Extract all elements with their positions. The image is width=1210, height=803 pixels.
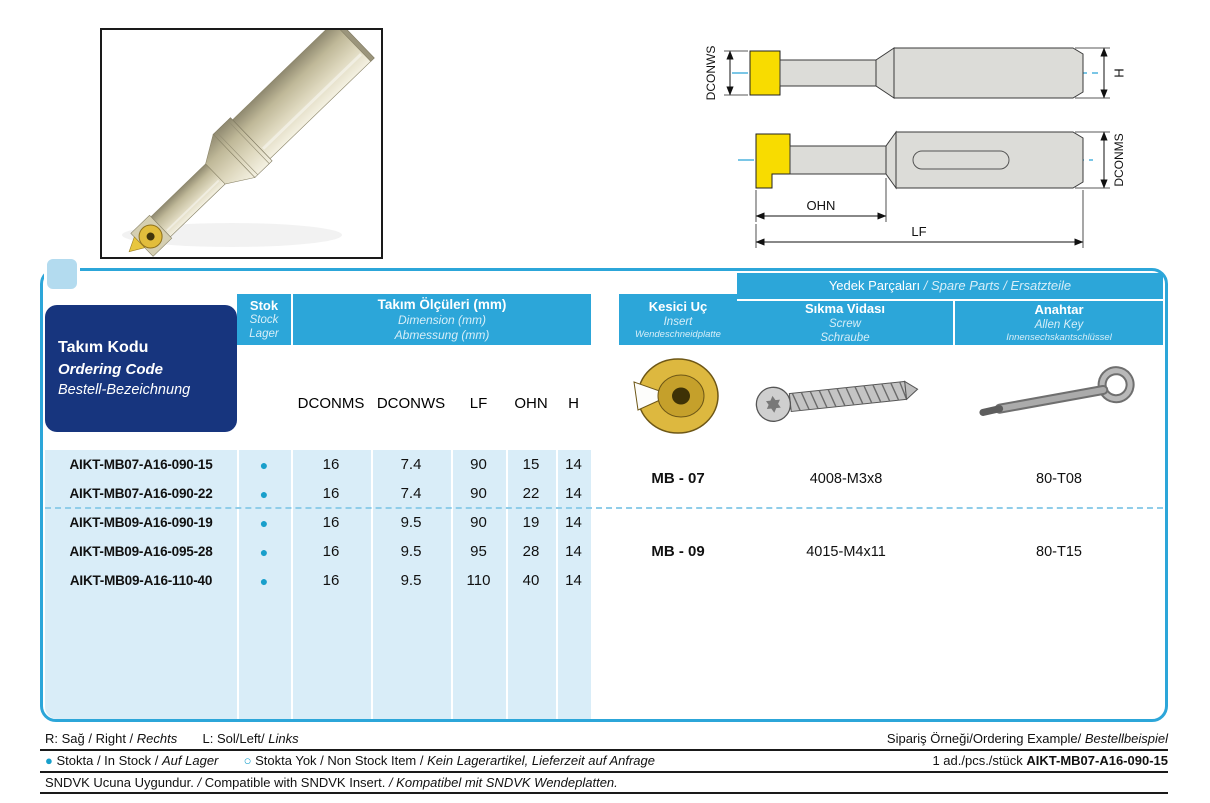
separator: / bbox=[193, 775, 205, 790]
spare-parts-header-de: Ersatzteile bbox=[1010, 278, 1072, 294]
legend-left: L: Sol/Left/ bbox=[202, 731, 265, 746]
h-value: 14 bbox=[565, 485, 582, 502]
dimensions-column-header bbox=[293, 294, 591, 345]
dconws-value: 9.5 bbox=[400, 572, 422, 589]
insert-icon bbox=[621, 351, 736, 441]
ordering-code-header bbox=[45, 305, 237, 432]
allen-key-column-header bbox=[955, 301, 1163, 345]
allen-key-icon bbox=[968, 353, 1153, 439]
dimensions-header-tr: Takım Ölçüleri (mm) bbox=[377, 296, 507, 312]
h-value: 14 bbox=[565, 456, 582, 473]
dim-label-ohn: OHN bbox=[806, 198, 836, 213]
stock-header-de: Lager bbox=[249, 328, 279, 341]
dimensions-header-en: Dimension (mm) bbox=[397, 313, 486, 328]
dconms-value: 16 bbox=[322, 572, 340, 589]
dconws-value: 9.5 bbox=[400, 514, 422, 531]
dconws-value: 9.5 bbox=[400, 543, 422, 560]
dim-label-dconms: DCONMS bbox=[1112, 133, 1127, 187]
ordering-example-value bbox=[932, 753, 1168, 768]
column-label-dconws: DCONWS bbox=[376, 394, 446, 412]
ordering-code-title-tr: Takım Kodu bbox=[58, 339, 149, 356]
ohn-value: 22 bbox=[522, 485, 540, 502]
lf-value: 90 bbox=[470, 485, 487, 502]
stock-header-en: Stock bbox=[249, 314, 279, 327]
non-stock-text: Stokta Yok / Non Stock Item / bbox=[255, 753, 424, 768]
screw-icon bbox=[743, 359, 948, 431]
dconms-value: 16 bbox=[322, 514, 340, 531]
stock-dot: ● bbox=[259, 543, 269, 560]
example-quantity: 1 ad./pcs./stück bbox=[932, 753, 1023, 768]
ordering-code-cell: AIKT-MB09-A16-110-40 bbox=[69, 573, 213, 588]
table-rows bbox=[45, 450, 591, 595]
allen-key-value-mb07: 80-T08 bbox=[1036, 470, 1082, 487]
corner-tab-ornament bbox=[44, 256, 80, 292]
footer-divider bbox=[40, 792, 1168, 794]
stock-dot: ● bbox=[259, 456, 269, 473]
legend-left-de: Links bbox=[268, 731, 299, 746]
dconws-value: 7.4 bbox=[400, 456, 422, 473]
example-code: AIKT-MB07-A16-090-15 bbox=[1026, 753, 1168, 768]
dim-label-h: H bbox=[1111, 68, 1127, 78]
screw-value-mb09: 4015-M4x11 bbox=[806, 543, 886, 560]
h-value: 14 bbox=[565, 543, 582, 560]
insert-code-mb09: MB - 09 bbox=[651, 543, 705, 560]
right-left-legend bbox=[45, 731, 299, 746]
lf-value: 110 bbox=[466, 572, 491, 589]
allen-key-header-de: Innensechskantschlüssel bbox=[1006, 332, 1112, 344]
column-label-dconms: DCONMS bbox=[297, 394, 365, 412]
example-label-de: Bestellbeispiel bbox=[1084, 731, 1168, 746]
screw-header-en: Screw bbox=[829, 317, 861, 330]
dimensions-header-de: Abmessung (mm) bbox=[394, 327, 490, 342]
drawing-side-view bbox=[738, 132, 1126, 248]
allen-key-value-mb09: 80-T15 bbox=[1036, 543, 1082, 560]
column-label-lf: LF bbox=[469, 394, 488, 412]
spare-parts-header-en: Spare Parts bbox=[930, 278, 1000, 294]
compat-de: Kompatibel mit SNDVK Wendeplatten. bbox=[396, 775, 618, 790]
spare-parts-header bbox=[737, 273, 1163, 299]
stock-header-tr: Stok bbox=[249, 297, 279, 313]
screw-value-mb07: 4008-M3x8 bbox=[809, 470, 883, 487]
in-stock-dot-icon: ● bbox=[45, 753, 53, 768]
insert-header-tr: Kesici Uç bbox=[648, 298, 708, 314]
example-label: Sipariş Örneği/Ordering Example/ bbox=[886, 731, 1082, 746]
stock-dot: ● bbox=[259, 572, 269, 589]
ohn-value: 40 bbox=[522, 572, 540, 589]
compatibility-note bbox=[45, 775, 618, 790]
lf-value: 90 bbox=[470, 514, 487, 531]
ordering-code-title-de: Bestell-Bezeichnung bbox=[58, 382, 191, 398]
ohn-value: 19 bbox=[522, 514, 540, 531]
ohn-value: 15 bbox=[522, 456, 540, 473]
legend-right-de: Rechts bbox=[136, 731, 178, 746]
legend-right: R: Sağ / Right / bbox=[45, 731, 134, 746]
stock-legend bbox=[45, 753, 655, 768]
ordering-example-label bbox=[887, 731, 1168, 746]
insert-code-mb07: MB - 07 bbox=[651, 470, 705, 487]
in-stock-text-de: Auf Lager bbox=[162, 753, 219, 768]
compat-tr: SNDVK Ucuna Uygundur. bbox=[45, 775, 194, 790]
dconms-value: 16 bbox=[322, 485, 340, 502]
stock-column-header bbox=[237, 294, 291, 345]
boring-bar-photo-image bbox=[102, 30, 381, 257]
column-label-ohn: OHN bbox=[514, 394, 548, 412]
non-stock-dot-icon: ○ bbox=[243, 753, 252, 768]
spare-parts-header-tr: Yedek Parçaları bbox=[828, 278, 921, 294]
in-stock-text: Stokta / In Stock / bbox=[56, 753, 159, 768]
dim-label-lf: LF bbox=[911, 224, 927, 239]
allen-key-header-tr: Anahtar bbox=[1034, 302, 1084, 318]
stock-dot: ● bbox=[259, 485, 269, 502]
lf-value: 95 bbox=[470, 543, 487, 560]
ordering-code-cell: AIKT-MB07-A16-090-15 bbox=[69, 457, 213, 472]
insert-header-de: Wendeschneidplatte bbox=[635, 328, 721, 340]
screw-column-header bbox=[737, 301, 953, 345]
column-label-h: H bbox=[568, 394, 579, 412]
lf-value: 90 bbox=[470, 456, 487, 473]
insert-column-header bbox=[619, 294, 737, 345]
product-photo bbox=[100, 28, 383, 259]
dim-label-dconws: DCONWS bbox=[704, 45, 719, 101]
footer-divider bbox=[40, 749, 1168, 751]
h-value: 14 bbox=[565, 514, 582, 531]
ordering-code-cell: AIKT-MB07-A16-090-22 bbox=[69, 486, 213, 501]
dconws-value: 7.4 bbox=[400, 485, 422, 502]
footer-divider bbox=[40, 771, 1168, 773]
product-table bbox=[40, 268, 1168, 722]
separator: / bbox=[920, 278, 931, 294]
dconms-value: 16 bbox=[322, 456, 340, 473]
allen-key-header-en: Allen Key bbox=[1034, 319, 1084, 332]
ordering-code-cell: AIKT-MB09-A16-095-28 bbox=[69, 544, 213, 559]
ordering-code-title-en: Ordering Code bbox=[58, 361, 164, 378]
stock-dot: ● bbox=[259, 514, 269, 531]
screw-header-de: Schraube bbox=[820, 331, 870, 344]
insert-header-en: Insert bbox=[663, 315, 693, 328]
ordering-code-cell: AIKT-MB09-A16-090-19 bbox=[69, 515, 213, 530]
separator: / bbox=[999, 278, 1011, 294]
compat-en: Compatible with SNDVK Insert. bbox=[204, 775, 386, 790]
h-value: 14 bbox=[565, 572, 582, 589]
screw-header-tr: Sıkma Vidası bbox=[805, 301, 885, 317]
ohn-value: 28 bbox=[522, 543, 540, 560]
technical-drawing bbox=[698, 10, 1190, 262]
non-stock-text-de: Kein Lagerartikel, Lieferzeit auf Anfrage bbox=[427, 753, 655, 768]
drawing-top-view bbox=[704, 46, 1126, 101]
dconms-value: 16 bbox=[322, 543, 340, 560]
separator: / bbox=[385, 775, 397, 790]
